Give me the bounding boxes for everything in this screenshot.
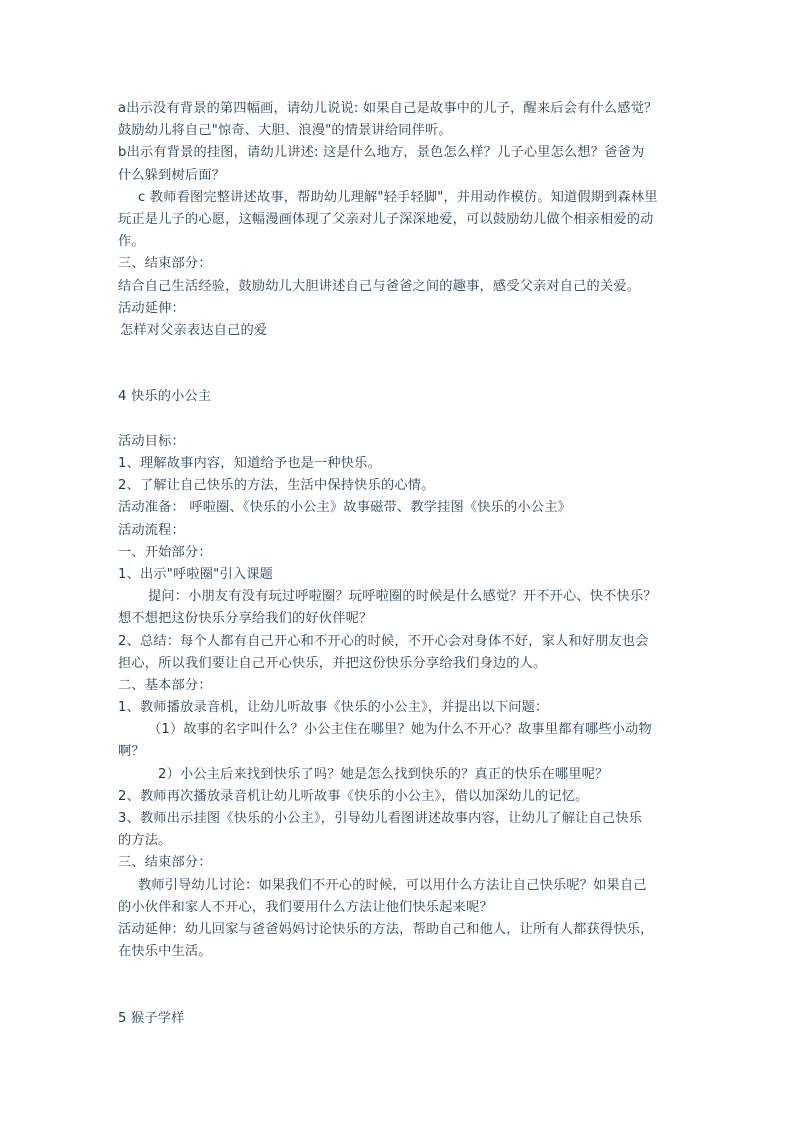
spacer [118,409,678,431]
text-line: 玩正是儿子的心愿，这幅漫画体现了父亲对儿子深深地爱，可以鼓励幼儿做个相亲相爱的动 [118,211,654,227]
text-line: 的方法。 [118,833,172,849]
text-line: c 教师看图完整讲述故事，帮助幼儿理解"轻手轻脚"，并用动作模仿。知道假期到森林里 [138,189,658,205]
text-line: 1、理解故事内容，知道给予也是一种快乐。 [118,456,381,472]
section-heading: 活动流程： [118,522,185,538]
text-line: 1、出示"呼啦圈"引入课题 [118,566,273,582]
spacer [118,963,678,1007]
section-heading: 活动延伸： [118,300,185,316]
text-line: 担心，所以我们要让自己开心快乐，并把这份快乐分享给我们身边的人。 [118,655,547,671]
text-line: 鼓励幼儿将自己"惊奇、大胆、浪漫"的情景讲给同伴听。 [118,123,452,139]
text-line: 教师引导幼儿讨论：如果我们不开心的时候，可以用什么方法让自己快乐呢？如果自己 [138,877,647,893]
text-line: 作。 [118,234,145,250]
lesson-title: 5 猴子学样 [118,1010,185,1026]
text-line: 提问：小朋友有没有玩过呼啦圈？玩呼啦圈的时候是什么感觉？开不开心、快不快乐？ [148,589,657,605]
text-line: 想不想把这份快乐分享给我们的好伙伴呢？ [118,611,373,627]
text-line: 结合自己生活经验，鼓励幼儿大胆讲述自己与爸爸之间的趣事，感受父亲对自己的关爱。 [118,278,641,294]
text-line: 活动延伸：幼儿回家与爸爸妈妈讨论快乐的方法，帮助自己和他人，让所有人都获得快乐， [118,921,654,937]
section-heading: 三、结束部分： [118,855,212,871]
text-line: 怎样对父亲表达自己的爱 [120,322,268,338]
text-line: 3、教师出示挂图《快乐的小公主》，引导幼儿看图讲述故事内容，让幼儿了解让自己快乐 [118,811,643,827]
text-line: 在快乐中生活。 [118,944,212,960]
section-heading: 活动目标： [118,433,185,449]
spacer [118,342,678,386]
text-line: a出示没有背景的第四幅画，请幼儿说说: 如果自己是故事中的儿子，醒来后会有什么感觉？ [118,101,658,116]
lesson-title: 4 快乐的小公主 [118,389,212,405]
text-line: 2、教师再次播放录音机让幼儿听故事《快乐的小公主》，借以加深幼儿的记忆。 [118,788,589,804]
section-heading: 一、开始部分： [118,544,212,560]
text-line: 1、教师播放录音机，让幼儿听故事《快乐的小公主》，并提出以下问题： [118,700,549,716]
text-line: 2、总结：每个人都有自己开心和不开心的时候，不开心会对身体不好，家人和好朋友也会 [118,633,649,649]
text-line: 2）小公主后来找到快乐了吗？她是怎么找到快乐的？真正的快乐在哪里呢？ [158,766,609,782]
text-line: 什么躲到树后面？ [118,167,226,183]
text-line: 活动准备： 呼啦圈、《快乐的小公主》故事磁带、教学挂图《快乐的小公主》 [118,500,571,516]
section-heading: 三、结束部分： [118,256,212,272]
document-page [118,98,678,1030]
text-line: （1）故事的名字叫什么？小公主住在哪里？她为什么不开心？故事里都有哪些小动物 [148,722,652,738]
text-line: b出示有背景的挂图，请幼儿讲述: 这是什么地方，景色怎么样？儿子心里怎么想？爸爸为 [118,145,645,161]
text-line: 2、了解让自己快乐的方法，生活中保持快乐的心情。 [118,478,435,494]
text-line: 的小伙伴和家人不开心，我们要用什么方法让他们快乐起来呢？ [118,899,493,915]
section-heading: 二、基本部分： [118,677,212,693]
text-line: 啊？ [118,744,145,760]
